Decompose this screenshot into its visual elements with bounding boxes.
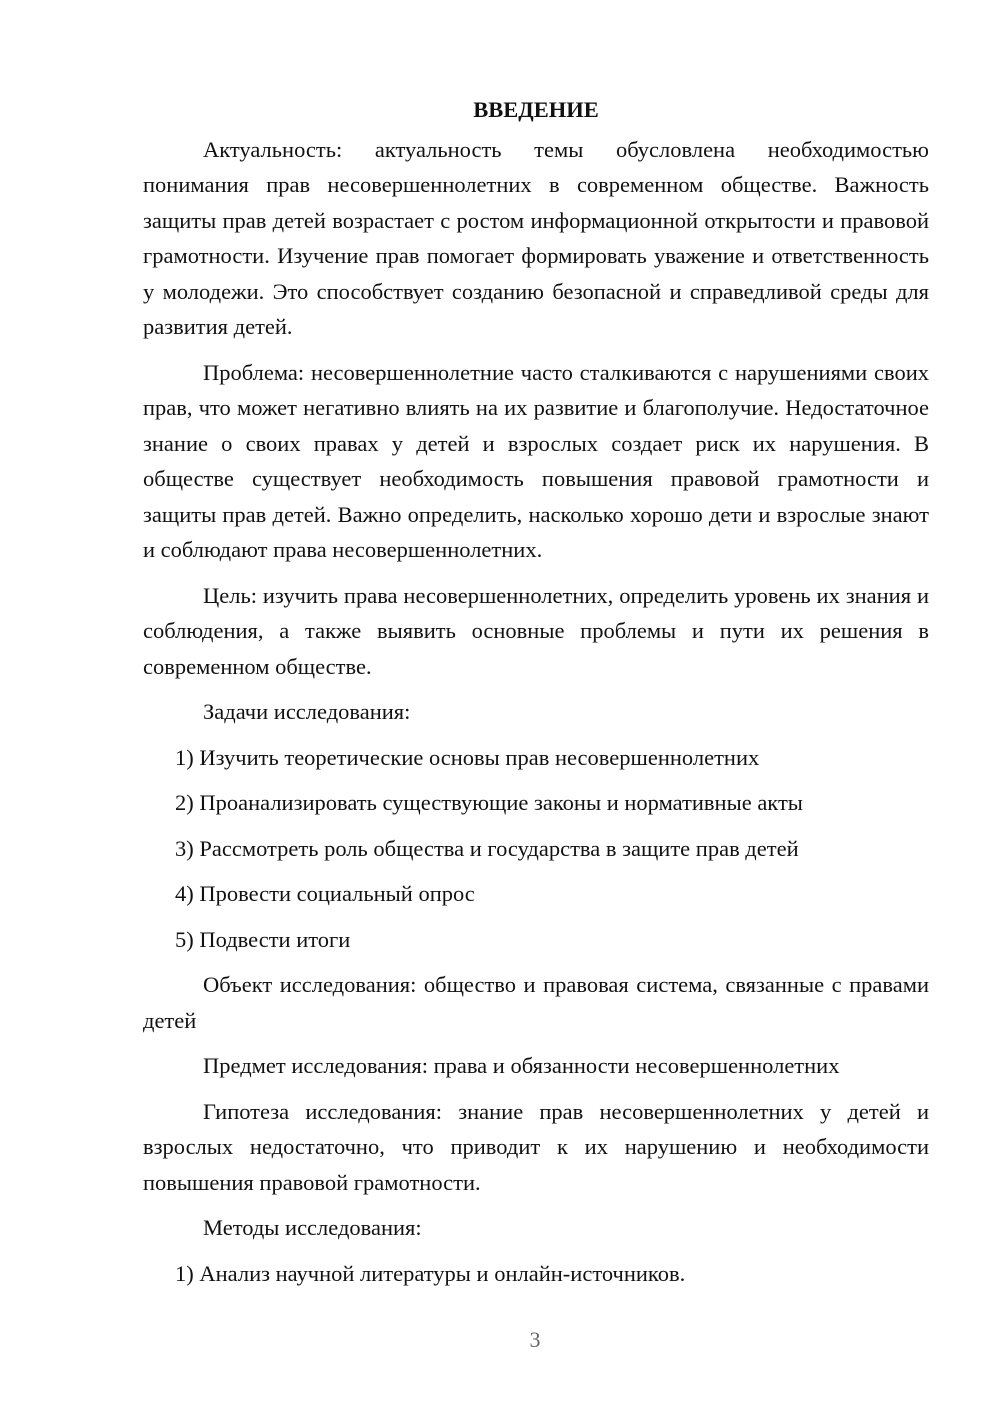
list-item: 2) Проанализировать существующие законы и нормативные акты bbox=[175, 790, 803, 815]
document-page bbox=[143, 92, 929, 1301]
goal-paragraph: Цель: изучить права несовершеннолетних, определить уровень их знания и соблюдения, а также выявить основные проблемы и пути их решения в современном обществе. bbox=[143, 582, 929, 679]
list-item: 4) Провести социальный опрос bbox=[175, 881, 475, 906]
list-item: 1) Анализ научной литературы и онлайн-источников. bbox=[175, 1260, 686, 1286]
tasks-list bbox=[143, 740, 929, 958]
list-item: 1) Изучить теоретические основы прав несовершеннолетних bbox=[175, 744, 760, 770]
section-title: ВВЕДЕНИЕ bbox=[473, 97, 599, 122]
subject-paragraph: Предмет исследования: права и обязанности несовершеннолетних bbox=[203, 1053, 840, 1078]
list-item: 3) Рассмотреть роль общества и государства в защите прав детей bbox=[175, 835, 799, 861]
problem-paragraph: Проблема: несовершеннолетние часто сталкиваются с нарушениями своих прав, что может негативно влиять на их развитие и благополучие. Недостаточное знание о своих правах у детей и взрослых создает риск их нарушения. В обществе существует необходимость повышения правовой грамотности и защиты прав детей. Важно определить, насколько хорошо дети и взрослые знают и соблюдают права несовершеннолетних. bbox=[143, 359, 929, 562]
list-item: 5) Подвести итоги bbox=[175, 926, 351, 952]
relevance-paragraph: Актуальность: актуальность темы обусловлена необходимостью понимания прав несовершеннолетних в современном обществе. Важность защиты прав детей возрастает с ростом информационной открытости и правовой грамотности. Изучение прав помогает формировать уважение и ответственность у молодежи. Это способствует созданию безопасной и справедливой среды для развития детей. bbox=[143, 136, 929, 339]
tasks-heading: Задачи исследования: bbox=[203, 699, 411, 724]
page-number: 3 bbox=[529, 1327, 541, 1352]
methods-list bbox=[143, 1256, 929, 1292]
methods-heading: Методы исследования: bbox=[203, 1215, 422, 1240]
object-paragraph: Объект исследования: общество и правовая система, связанные с правами детей bbox=[143, 972, 929, 1033]
hypothesis-paragraph: Гипотеза исследования: знание прав несовершеннолетних у детей и взрослых недостаточно, что приводит к их нарушению и необходимости повышения правовой грамотности. bbox=[143, 1098, 929, 1195]
